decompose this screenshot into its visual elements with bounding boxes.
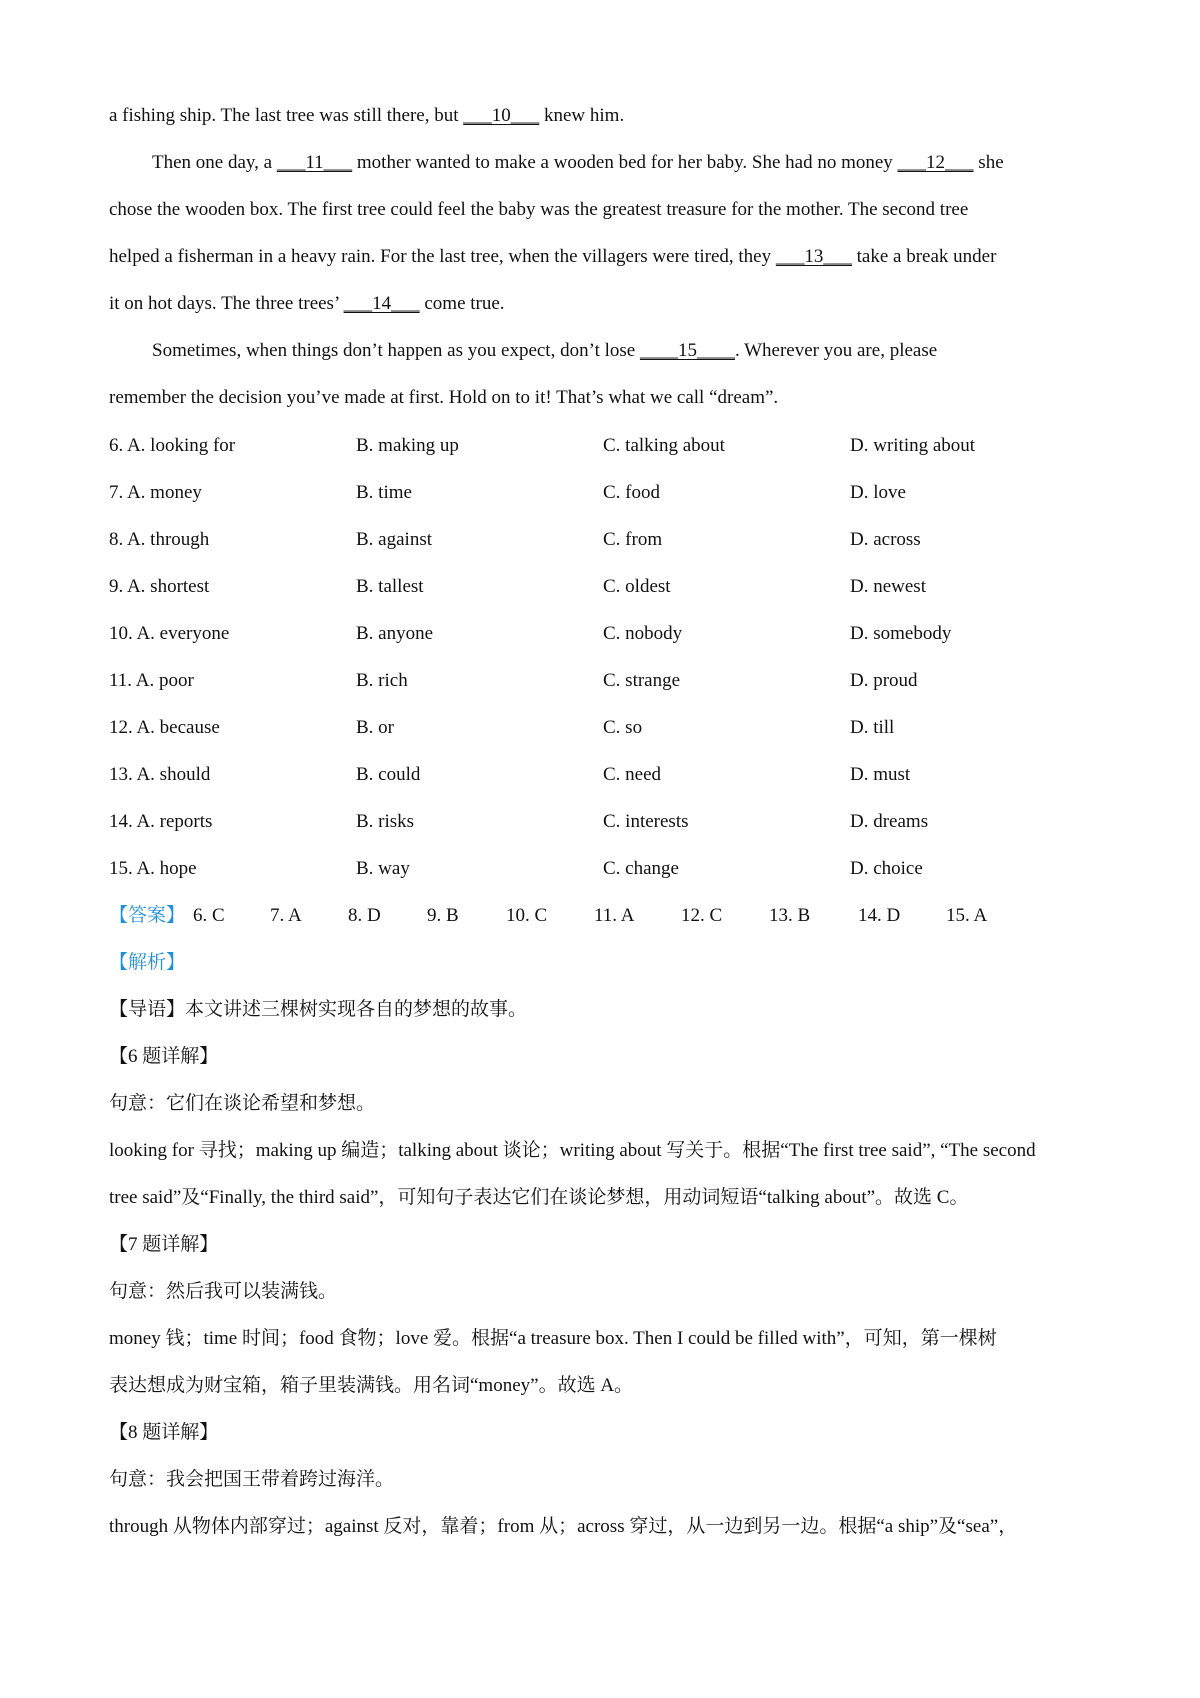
text: knew him.	[539, 105, 625, 126]
option-b: B. time	[356, 482, 412, 503]
option-d: D. love	[850, 482, 906, 503]
option-d: D. across	[850, 529, 921, 550]
option-d: D. somebody	[850, 623, 952, 644]
option-b: B. making up	[356, 435, 459, 456]
option-b: B. way	[356, 858, 410, 879]
passage-line-3: chose the wooden box. The first tree could feel the baby was the greatest treasure for the mother. The second tree	[109, 199, 969, 220]
option-b: B. risks	[356, 811, 415, 832]
passage-line-2	[152, 150, 1004, 176]
option-d: D. proud	[850, 670, 918, 691]
option-row	[109, 856, 1069, 882]
option-c: C. nobody	[603, 623, 683, 644]
option-c: C. food	[603, 482, 660, 503]
option-row	[109, 668, 1069, 694]
option-a: 12. A. because	[109, 717, 220, 738]
q8-heading: 【8 题详解】	[109, 1422, 219, 1443]
option-c: C. from	[603, 529, 663, 550]
guide-text: 【导语】本文讲述三棵树实现各自的梦想的故事。	[109, 999, 528, 1020]
blank-11: ___11___	[276, 152, 353, 173]
answer-15: 15. A	[946, 905, 988, 926]
answer-9: 9. B	[427, 905, 459, 926]
blank-14: ___14___	[343, 293, 420, 314]
text: Sometimes, when things don’t happen as you expect, don’t lose	[152, 340, 640, 361]
option-row	[109, 433, 1069, 459]
passage-line-1	[109, 103, 624, 129]
q7-explain-2: 表达想成为财宝箱，箱子里装满钱。用名词“money”。故选 A。	[109, 1375, 634, 1396]
option-a: 9. A. shortest	[109, 576, 210, 597]
q6-meaning: 句意：它们在谈论希望和梦想。	[109, 1093, 376, 1114]
option-a: 11. A. poor	[109, 670, 194, 691]
option-b: B. against	[356, 529, 432, 550]
answer-row	[109, 903, 1109, 929]
passage-line-4	[109, 244, 996, 270]
option-a: 13. A. should	[109, 764, 211, 785]
text: Then one day, a	[152, 152, 277, 173]
option-d: D. till	[850, 717, 895, 738]
option-c: C. talking about	[603, 435, 725, 456]
option-a: 8. A. through	[109, 529, 210, 550]
option-row	[109, 762, 1069, 788]
option-row	[109, 809, 1069, 835]
option-row	[109, 527, 1069, 553]
text: helped a fisherman in a heavy rain. For the last tree, when the villagers were tired, they	[109, 246, 776, 267]
answer-8: 8. D	[348, 905, 381, 926]
option-a: 14. A. reports	[109, 811, 213, 832]
blank-13: ___13___	[775, 246, 852, 267]
text: come true.	[419, 293, 505, 314]
option-a: 7. A. money	[109, 482, 202, 503]
passage-line-7: remember the decision you’ve made at first. Hold on to it! That’s what we call “dream”.	[109, 387, 779, 408]
option-c: C. oldest	[603, 576, 671, 597]
answer-14: 14. D	[858, 905, 901, 926]
option-c: C. interests	[603, 811, 689, 832]
answer-13: 13. B	[769, 905, 811, 926]
text: take a break under	[851, 246, 997, 267]
option-a: 15. A. hope	[109, 858, 197, 879]
option-a: 10. A. everyone	[109, 623, 230, 644]
option-b: B. could	[356, 764, 421, 785]
text: mother wanted to make a wooden bed for her baby. She had no money	[352, 152, 898, 173]
option-c: C. so	[603, 717, 643, 738]
option-row	[109, 715, 1069, 741]
option-row	[109, 574, 1069, 600]
option-d: D. must	[850, 764, 911, 785]
blank-10: ___10___	[463, 105, 540, 126]
q7-heading: 【7 题详解】	[109, 1234, 219, 1255]
option-c: C. strange	[603, 670, 681, 691]
option-b: B. anyone	[356, 623, 434, 644]
answer-11: 11. A	[594, 905, 635, 926]
passage-line-6	[152, 338, 937, 364]
blank-15: ____15____	[639, 340, 735, 361]
analysis-label: 【解析】	[109, 952, 186, 973]
passage-line-5	[109, 291, 505, 317]
answer-12: 12. C	[681, 905, 723, 926]
option-c: C. need	[603, 764, 662, 785]
option-a: 6. A. looking for	[109, 435, 236, 456]
q7-meaning: 句意：然后我可以装满钱。	[109, 1281, 338, 1302]
text: . Wherever you are, please	[734, 340, 938, 361]
text: it on hot days. The three trees’	[109, 293, 344, 314]
text: she	[973, 152, 1004, 173]
q7-explain-1: money 钱；time 时间；food 食物；love 爱。根据“a treasure box. Then I could be filled with”，可知，第一棵树	[109, 1328, 997, 1349]
q6-heading: 【6 题详解】	[109, 1046, 219, 1067]
option-b: B. tallest	[356, 576, 424, 597]
blank-12: ___12___	[897, 152, 974, 173]
answer-6: 6. C	[193, 905, 225, 926]
option-c: C. change	[603, 858, 679, 879]
answer-7: 7. A	[270, 905, 302, 926]
q8-meaning: 句意：我会把国王带着跨过海洋。	[109, 1469, 395, 1490]
option-row	[109, 480, 1069, 506]
q6-explain-1: looking for 寻找；making up 编造；talking about 谈论；writing about 写关于。根据“The first tree said”, “The second	[109, 1140, 1036, 1161]
option-b: B. or	[356, 717, 394, 738]
option-d: D. writing about	[850, 435, 976, 456]
answer-10: 10. C	[506, 905, 548, 926]
option-row	[109, 621, 1069, 647]
answer-label: 【答案】	[109, 905, 186, 926]
option-d: D. choice	[850, 858, 923, 879]
option-b: B. rich	[356, 670, 408, 691]
q8-explain-1: through 从物体内部穿过；against 反对，靠着；from 从；across 穿过，从一边到另一边。根据“a ship”及“sea”，	[109, 1516, 1018, 1537]
option-d: D. dreams	[850, 811, 929, 832]
text: a fishing ship. The last tree was still there, but	[109, 105, 464, 126]
q6-explain-2: tree said”及“Finally, the third said”，可知句子表达它们在谈论梦想，用动词短语“talking about”。故选 C。	[109, 1187, 969, 1208]
option-d: D. newest	[850, 576, 926, 597]
